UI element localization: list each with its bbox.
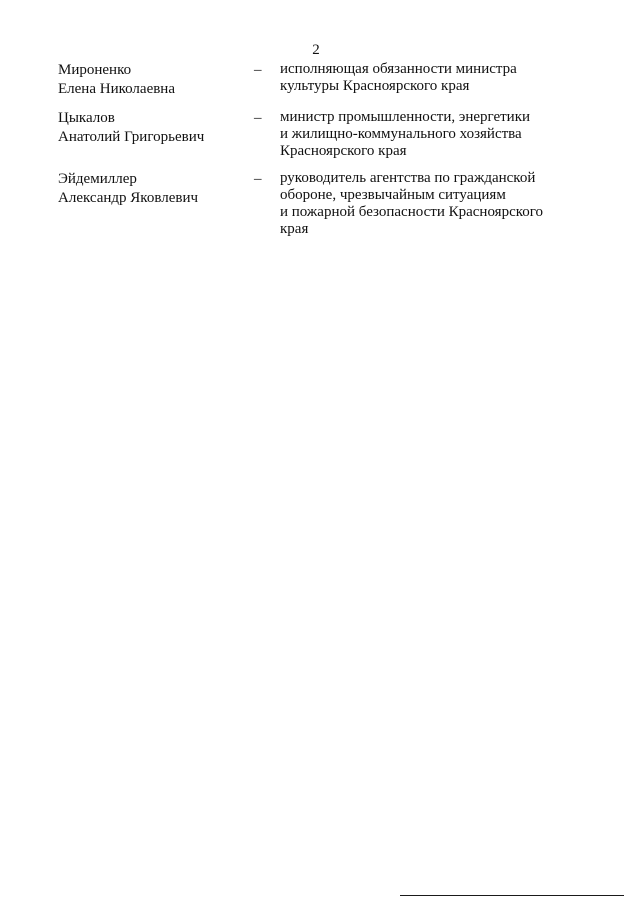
given-names: Александр Яковлевич <box>58 189 199 206</box>
page-number: 2 <box>312 42 320 58</box>
position-line: Красноярского края <box>280 143 407 159</box>
official-name <box>58 109 243 146</box>
surname: Эйдемиллер <box>58 171 137 187</box>
surname: Цыкалов <box>58 110 115 126</box>
position-line: обороне, чрезвычайным ситуациям <box>280 187 506 203</box>
separator-dash: – <box>254 110 262 126</box>
surname: Мироненко <box>58 62 132 78</box>
given-names: Анатолий Григорьевич <box>58 128 205 145</box>
position-line: культуры Красноярского края <box>280 78 470 94</box>
official-position <box>280 109 580 160</box>
position-line: исполняющая обязанности министра <box>280 61 517 77</box>
separator-dash: – <box>254 171 262 187</box>
official-name <box>58 170 243 207</box>
position-line: и жилищно-коммунального хозяйства <box>280 126 522 142</box>
official-position <box>280 61 580 95</box>
given-names: Елена Николаевна <box>58 80 175 97</box>
position-line: руководитель агентства по гражданской <box>280 170 536 186</box>
position-line: министр промышленности, энергетики <box>280 109 531 125</box>
footer-rule <box>400 895 624 896</box>
separator-dash: – <box>254 62 262 78</box>
official-name <box>58 61 243 98</box>
position-line: края <box>280 221 309 237</box>
official-position <box>280 170 580 238</box>
position-line: и пожарной безопасности Красноярского <box>280 204 544 220</box>
